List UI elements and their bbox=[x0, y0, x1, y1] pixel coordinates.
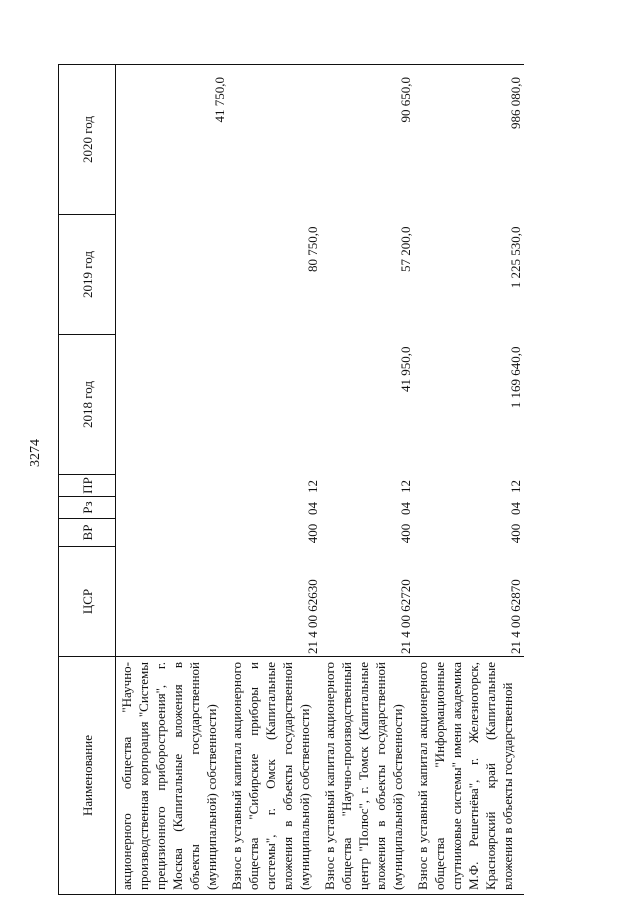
row-2018: 41 950,0 bbox=[398, 346, 413, 392]
row-rz bbox=[116, 497, 229, 519]
table-header-row bbox=[59, 65, 116, 895]
row-2019: 1 225 530,0 bbox=[508, 226, 523, 289]
page-number: 3274 bbox=[28, 439, 43, 467]
row-2019: 57 200,0 bbox=[398, 226, 413, 272]
table-row bbox=[116, 65, 229, 895]
row-vr: 400 bbox=[398, 523, 413, 544]
row-2018: 1 169 640,0 bbox=[508, 346, 523, 409]
row-pr: 12 bbox=[398, 480, 413, 493]
row-2018 bbox=[116, 335, 229, 475]
row-csr: 21 4 00 62630 bbox=[305, 579, 320, 654]
row-2020: 41 750,0 bbox=[116, 65, 229, 215]
row-name: акционерного общества "Научно-производственная корпорация "Системы прецизионного приборостроения", г. Москва (Капитальные вложения в объекты государственной (муниципальной) собственности) bbox=[116, 657, 229, 895]
row-2020: 90 650,0 bbox=[321, 65, 414, 215]
table-row bbox=[228, 65, 321, 895]
header-2019: 2019 год bbox=[59, 215, 116, 335]
row-csr bbox=[116, 547, 229, 657]
row-name: Взнос в уставный капитал акционерного общества "Информационные спутниковые системы" имени академика М.Ф. Решетнёва", г. Железногорск, Красноярский край (Капитальные вложения в объекты государственной bbox=[414, 657, 524, 895]
table-row bbox=[321, 65, 414, 895]
header-rz: Рз bbox=[59, 497, 116, 519]
budget-table bbox=[58, 64, 524, 895]
row-csr: 21 4 00 62870 bbox=[508, 579, 523, 654]
row-vr bbox=[116, 519, 229, 547]
row-name: Взнос в уставный капитал акционерного общества "Сибирские приборы и системы", г. Омск (Капитальные вложения в объекты государственной (муниципальной) собственности) bbox=[228, 657, 321, 895]
row-2020 bbox=[228, 65, 321, 215]
table-row bbox=[414, 65, 524, 895]
row-csr: 21 4 00 62720 bbox=[398, 579, 413, 654]
row-2020: 986 080,0 bbox=[414, 65, 524, 215]
header-pr: ПР bbox=[59, 475, 116, 497]
header-vr: ВР bbox=[59, 519, 116, 547]
rotated-page-content bbox=[58, 65, 606, 895]
row-rz: 04 bbox=[508, 502, 523, 515]
row-vr: 400 bbox=[508, 523, 523, 544]
header-name: Наименование bbox=[59, 657, 116, 895]
row-pr: 12 bbox=[305, 480, 320, 493]
row-2019 bbox=[116, 215, 229, 335]
row-rz: 04 bbox=[398, 502, 413, 515]
row-vr: 400 bbox=[305, 523, 320, 544]
row-rz: 04 bbox=[305, 502, 320, 515]
header-csr: ЦСР bbox=[59, 547, 116, 657]
header-2018: 2018 год bbox=[59, 335, 116, 475]
row-pr bbox=[116, 475, 229, 497]
row-pr: 12 bbox=[508, 480, 523, 493]
row-2018 bbox=[228, 335, 321, 475]
header-2020: 2020 год bbox=[59, 65, 116, 215]
row-2019: 80 750,0 bbox=[305, 226, 320, 272]
row-name: Взнос в уставный капитал акционерного общества "Научно-производственный центр "Полюс", г. Томск (Капитальные вложения в объекты государственной (муниципальной) собственности) bbox=[321, 657, 414, 895]
